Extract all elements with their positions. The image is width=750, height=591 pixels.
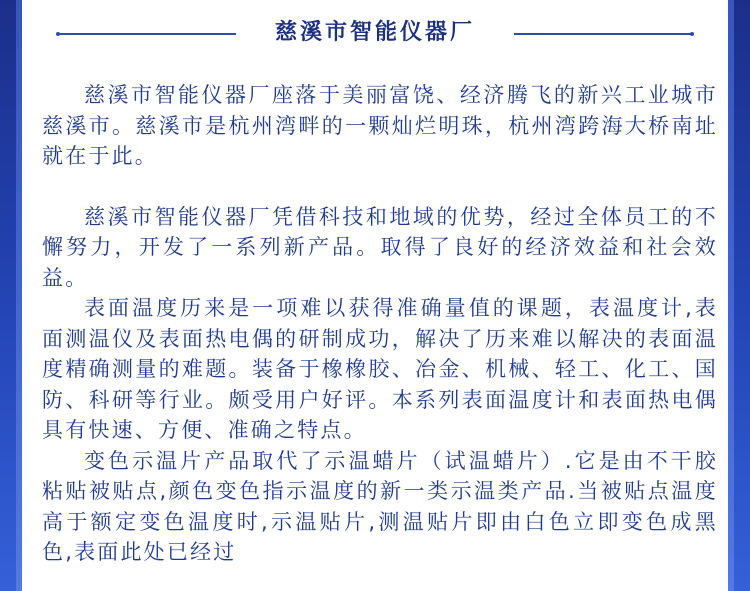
right-frame-border [728,0,750,591]
header-rule-right [514,33,692,35]
page-header [22,14,728,54]
left-frame-border [0,0,22,591]
body-text [42,80,718,568]
paragraph-surface-temperature: 表面温度历来是一项难以获得准确量值的课题，表温度计,表面测温仪及表面热电偶的研制成功，解决了历来难以解决的表面温度精确测量的难题。装备于橡橡胶、冶金、机械、轻工、化工、国防、科研等行业。颇受用户好评。本系列表面温度计和表面热电偶具有快速、方便、准确之特点。 [42,296,718,442]
paragraph-color-change-label: 变色示温片产品取代了示温蜡片（试温蜡片）.它是由不干胶粘贴被贴点,颜色变色指示温度的新一类示温类产品.当被贴点温度高于额定变色温度时,示温贴片,测温贴片即由白色立即变色成黑色,表面此处已经过 [42,448,718,564]
paragraph-location: 慈溪市智能仪器厂座落于美丽富饶、经济腾飞的新兴工业城市慈溪市。慈溪市是杭州湾畔的一颗灿烂明珠，杭州湾跨海大桥南址就在于此。 [42,83,718,168]
paragraph-development: 慈溪市智能仪器厂凭借科技和地域的优势，经过全体员工的不懈努力，开发了一系列新产品。取得了良好的经济效益和社会效益。 [42,204,718,290]
document-panel [22,0,728,591]
page-title: 慈溪市智能仪器厂 [274,20,475,45]
